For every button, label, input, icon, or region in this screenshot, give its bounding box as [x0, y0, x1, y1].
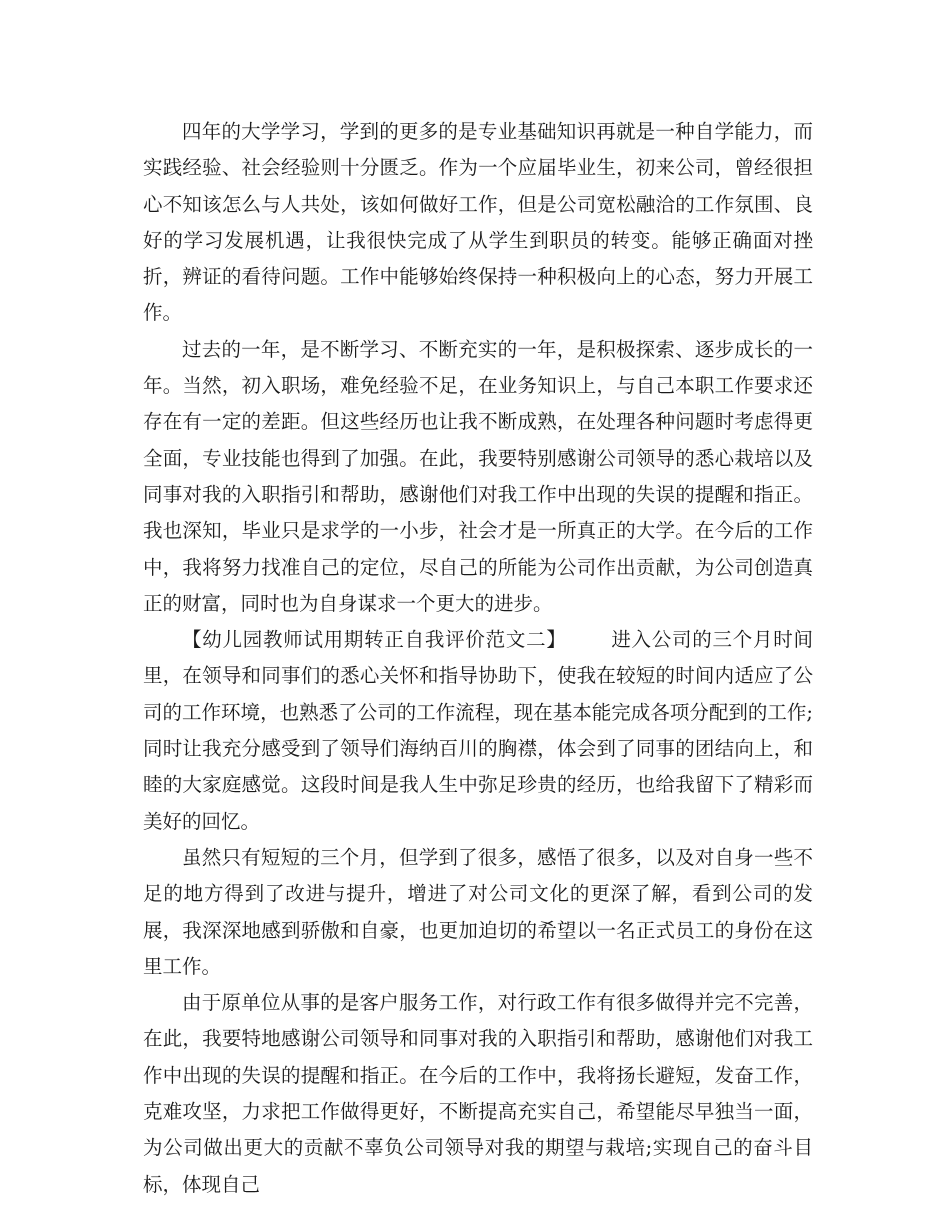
- paragraph-3: [143, 622, 813, 840]
- paragraph-4: 虽然只有短短的三个月，但学到了很多，感悟了很多，以及对自身一些不足的地方得到了改进与提升，增进了对公司文化的更深了解，看到公司的发展，我深深地感到骄傲和自豪，也更加迫切的希望以一名正式员工的身份在这里工作。: [143, 845, 813, 978]
- paragraph-3-text: 进入公司的三个月时间里，在领导和同事们的悉心关怀和指导协助下，使我在较短的时间内适应了公司的工作环境，也熟悉了公司的工作流程，现在基本能完成各项分配到的工作;同时让我充分感受到了领导们海纳百川的胸襟，体会到了同事的团结向上，和睦的大家庭感觉。这段时间是我人生中弥足珍贵的经历，也给我留下了精彩而美好的回忆。: [143, 628, 813, 833]
- paragraph-1: 四年的大学学习，学到的更多的是专业基础知识再就是一种自学能力，而实践经验、社会经验则十分匮乏。作为一个应届毕业生，初来公司，曾经很担心不知该怎么与人共处，该如何做好工作，但是公司宽松融洽的工作氛围、良好的学习发展机遇，让我很快完成了从学生到职员的转变。能够正确面对挫折，辨证的看待问题。工作中能够始终保持一种积极向上的心态，努力开展工作。: [143, 120, 813, 325]
- section-heading: 【幼儿园教师试用期转正自我评价范文二】: [182, 628, 567, 652]
- document-body: [143, 114, 813, 1203]
- paragraph-2: 过去的一年，是不断学习、不断充实的一年，是积极探索、逐步成长的一年。当然，初入职场，难免经验不足，在业务知识上，与自己本职工作要求还存在有一定的差距。但这些经历也让我不断成熟，在处理各种问题时考虑得更全面，专业技能也得到了加强。在此，我要特别感谢公司领导的悉心栽培以及同事对我的入职指引和帮助，感谢他们对我工作中出现的失误的提醒和指正。我也深知，毕业只是求学的一小步，社会才是一所真正的大学。在今后的工作中，我将努力找准自己的定位，尽自己的所能为公司作出贡献，为公司创造真正的财富，同时也为自身谋求一个更大的进步。: [143, 337, 813, 615]
- paragraph-5: 由于原单位从事的是客户服务工作，对行政工作有很多做得并完不完善，在此，我要特地感谢公司领导和同事对我的入职指引和帮助，感谢他们对我工作中出现的失误的提醒和指正。在今后的工作中，我将扬长避短，发奋工作，克难攻坚，力求把工作做得更好，不断提高充实自己，希望能尽早独当一面，为公司做出更大的贡献不辜负公司领导对我的期望与栽培;实现自己的奋斗目标，体现自己: [143, 991, 813, 1196]
